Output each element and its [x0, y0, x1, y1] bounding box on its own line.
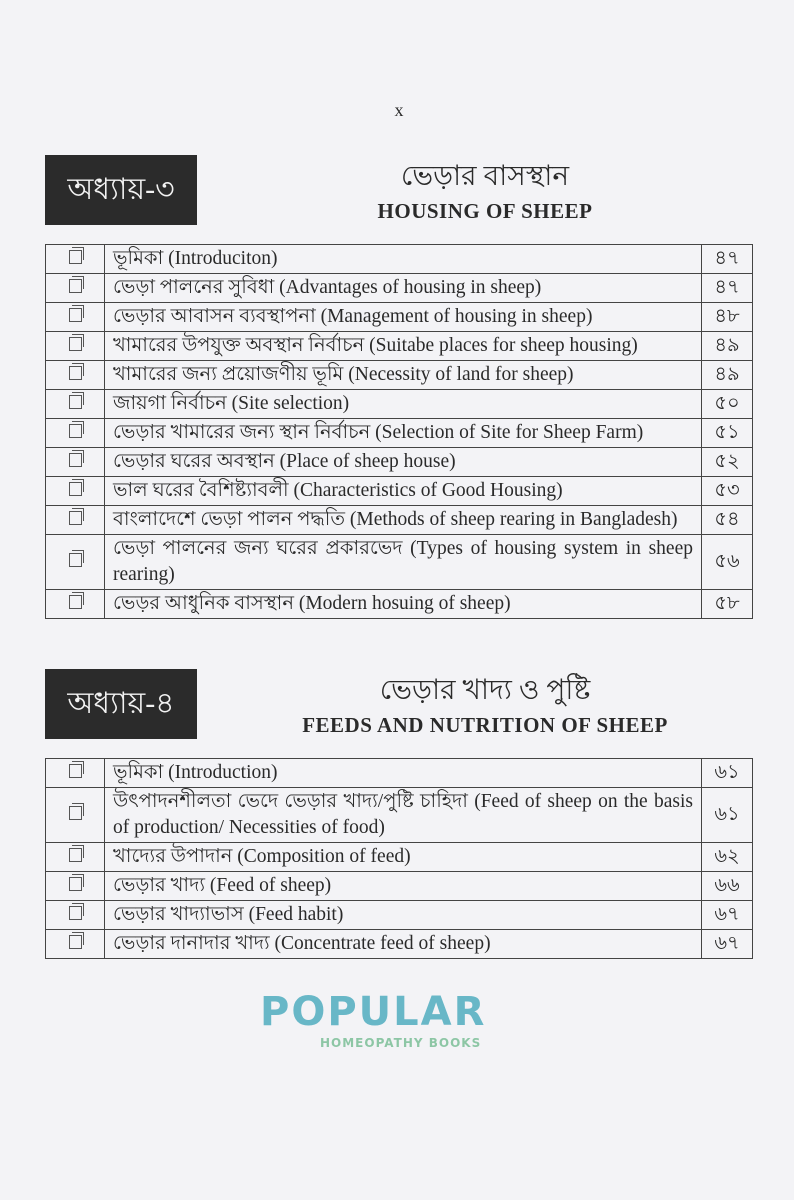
copy-icon [69, 250, 82, 264]
entry-title: ভেড়ার খাদ্য (Feed of sheep) [105, 872, 702, 901]
copy-icon-cell [46, 245, 105, 274]
copy-icon-cell [46, 759, 105, 788]
copy-icon [69, 511, 82, 525]
chapter-3-label: অধ্যায়-৩ [45, 155, 197, 225]
entry-title: ভেড়ার আবাসন ব্যবস্থাপনা (Management of housing in sheep) [105, 303, 702, 332]
copy-icon [69, 553, 82, 567]
copy-icon [69, 595, 82, 609]
toc-row[interactable] [46, 930, 753, 959]
entry-page: ৫৪ [702, 506, 753, 535]
chapter-4-contents-table [45, 758, 753, 959]
toc-row[interactable] [46, 419, 753, 448]
entry-title: ভেড়ার দানাদার খাদ্য (Concentrate feed of sheep) [105, 930, 702, 959]
copy-icon-cell [46, 506, 105, 535]
copy-icon-cell [46, 448, 105, 477]
entry-page: ৪৯ [702, 361, 753, 390]
copy-icon [69, 308, 82, 322]
copy-icon [69, 279, 82, 293]
toc-row[interactable] [46, 759, 753, 788]
entry-title: জায়গা নির্বাচন (Site selection) [105, 390, 702, 419]
entry-title: খাদ্যের উপাদান (Composition of feed) [105, 843, 702, 872]
entry-title: ভেড়র আধুনিক বাসস্থান (Modern hosuing of sheep) [105, 590, 702, 619]
entry-title: ভেড়ার খামারের জন্য স্থান নির্বাচন (Selection of Site for Sheep Farm) [105, 419, 702, 448]
entry-page: ৪৮ [702, 303, 753, 332]
entry-title: বাংলাদেশে ভেড়া পালন পদ্ধতি (Methods of sheep rearing in Bangladesh) [105, 506, 702, 535]
toc-row[interactable] [46, 303, 753, 332]
chapter-3-title-bn: ভেড়ার বাসস্থান [400, 161, 570, 192]
watermark-subtitle: HOMEOPATHY BOOKS [320, 1036, 482, 1050]
copy-icon-cell [46, 590, 105, 619]
page-number: x [394, 100, 404, 120]
copy-icon-cell [46, 843, 105, 872]
chapter-4-heading [197, 669, 753, 738]
copy-icon-cell [46, 361, 105, 390]
chapter-4-label: অধ্যায়-৪ [45, 669, 197, 739]
toc-row[interactable] [46, 506, 753, 535]
copy-icon [69, 848, 82, 862]
toc-row[interactable] [46, 843, 753, 872]
entry-title: ভেড়া পালনের সুবিধা (Advantages of housing in sheep) [105, 274, 702, 303]
chapter-4-header [45, 669, 753, 739]
copy-icon [69, 482, 82, 496]
chapter-3-heading [197, 155, 753, 224]
toc-row[interactable] [46, 274, 753, 303]
entry-title: খামারের উপযুক্ত অবস্থান নির্বাচন (Suitabe places for sheep housing) [105, 332, 702, 361]
entry-page: ৪৭ [702, 274, 753, 303]
entry-page: ৬১ [702, 788, 753, 843]
copy-icon [69, 935, 82, 949]
copy-icon [69, 453, 82, 467]
copy-icon-cell [46, 872, 105, 901]
entry-page: ৫৮ [702, 590, 753, 619]
copy-icon-cell [46, 274, 105, 303]
entry-title: ভেড়ার খাদ্যাভাস (Feed habit) [105, 901, 702, 930]
entry-title: ভূমিকা (Introduciton) [105, 245, 702, 274]
chapter-3-header [45, 155, 753, 225]
copy-icon-cell [46, 303, 105, 332]
copy-icon-cell [46, 901, 105, 930]
entry-page: ৬৬ [702, 872, 753, 901]
entry-title: ভূমিকা (Introduction) [105, 759, 702, 788]
copy-icon [69, 395, 82, 409]
entry-page: ৪৯ [702, 332, 753, 361]
copy-icon-cell [46, 477, 105, 506]
entry-page: ৫০ [702, 390, 753, 419]
copy-icon [69, 764, 82, 778]
toc-row[interactable] [46, 590, 753, 619]
chapter-4-title-en: FEEDS AND NUTRITION OF SHEEP [302, 713, 668, 737]
entry-title: উৎপাদনশীলতা ভেদে ভেড়ার খাদ্য/পুষ্টি চাহিদা (Feed of sheep on the basis of production/ Necessities of food) [105, 788, 702, 843]
toc-row[interactable] [46, 390, 753, 419]
entry-page: ৬৭ [702, 901, 753, 930]
toc-row[interactable] [46, 361, 753, 390]
entry-page: ৫৬ [702, 535, 753, 590]
entry-page: ৪৭ [702, 245, 753, 274]
toc-row[interactable] [46, 788, 753, 843]
copy-icon [69, 424, 82, 438]
copy-icon [69, 806, 82, 820]
toc-row[interactable] [46, 332, 753, 361]
toc-row[interactable] [46, 872, 753, 901]
entry-page: ৫১ [702, 419, 753, 448]
copy-icon-cell [46, 419, 105, 448]
watermark-logo [260, 989, 753, 1051]
entry-page: ৫২ [702, 448, 753, 477]
toc-row[interactable] [46, 901, 753, 930]
entry-page: ৬৭ [702, 930, 753, 959]
chapter-3-title-en: HOUSING OF SHEEP [377, 199, 593, 223]
copy-icon-cell [46, 535, 105, 590]
copy-icon-cell [46, 788, 105, 843]
copy-icon-cell [46, 930, 105, 959]
toc-row[interactable] [46, 448, 753, 477]
entry-title: ভাল ঘরের বৈশিষ্ট্যাবলী (Characteristics of Good Housing) [105, 477, 702, 506]
chapter-4-title-bn: ভেড়ার খাদ্য ও পুষ্টি [379, 675, 591, 706]
copy-icon [69, 337, 82, 351]
copy-icon-cell [46, 332, 105, 361]
watermark-title: POPULAR [260, 989, 487, 1035]
copy-icon-cell [46, 390, 105, 419]
toc-row[interactable] [46, 245, 753, 274]
entry-title: ভেড়া পালনের জন্য ঘরের প্রকারভেদ (Types of housing system in sheep rearing) [105, 535, 702, 590]
entry-title: খামারের জন্য প্রয়োজণীয় ভূমি (Necessity of land for sheep) [105, 361, 702, 390]
toc-row[interactable] [46, 535, 753, 590]
copy-icon [69, 366, 82, 380]
copy-icon [69, 877, 82, 891]
entry-page: ৬২ [702, 843, 753, 872]
entry-page: ৬১ [702, 759, 753, 788]
toc-row[interactable] [46, 477, 753, 506]
chapter-3-contents-table [45, 244, 753, 619]
copy-icon [69, 906, 82, 920]
entry-title: ভেড়ার ঘরের অবস্থান (Place of sheep house) [105, 448, 702, 477]
entry-page: ৫৩ [702, 477, 753, 506]
